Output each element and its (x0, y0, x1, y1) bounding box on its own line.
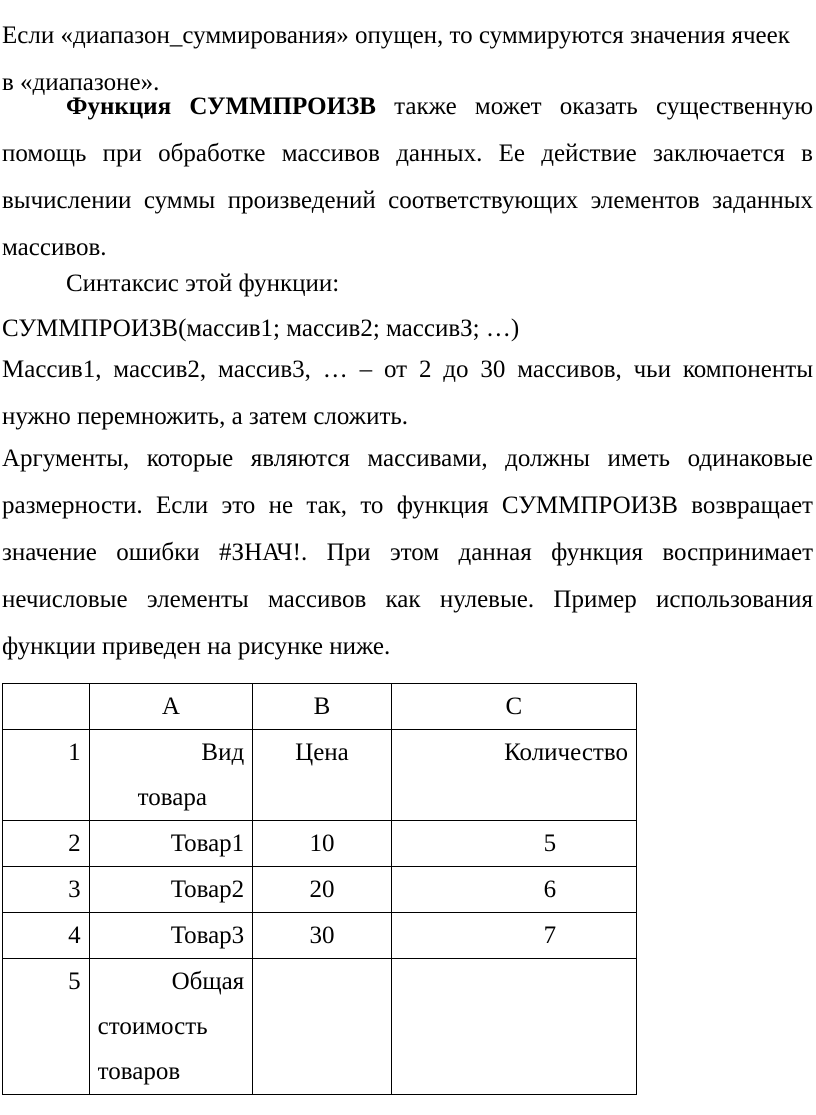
cell-a5-line1: Общая (171, 968, 245, 995)
cell-b5 (253, 959, 392, 1095)
paragraph-sumproduct-intro-text: также может оказать существенную помощь при обработке массивов данных. Ее действие заключается в вычислении суммы произведений соответствующих элементов заданных массивов. (2, 93, 814, 261)
cell-a5 (89, 959, 253, 1095)
cell-b3: 20 (253, 867, 392, 913)
table-row (3, 959, 637, 1095)
cell-a1-line1: Вид (201, 739, 245, 766)
cell-a1-line2: товара (137, 784, 207, 811)
header-cell-a: A (89, 684, 253, 730)
cell-c4: 7 (391, 913, 636, 959)
table-row (3, 913, 637, 959)
row-number-cell: 4 (3, 913, 90, 959)
row-number-cell: 1 (3, 730, 90, 821)
cell-c3: 6 (391, 867, 636, 913)
table-row (3, 730, 637, 821)
header-cell-b: B (253, 684, 392, 730)
cell-b1: Цена (253, 730, 392, 821)
header-cell-corner (3, 684, 90, 730)
cell-a3: Товар2 (89, 867, 253, 913)
row-number-cell: 5 (3, 959, 90, 1095)
row-number-cell: 3 (3, 867, 90, 913)
paragraph-sumproduct-intro (2, 83, 813, 271)
cell-a5-line2: стоимость (97, 1013, 208, 1040)
cell-c1: Количество (391, 730, 636, 821)
cell-c5 (391, 959, 636, 1095)
cell-b2: 10 (253, 821, 392, 867)
example-spreadsheet-table (2, 683, 637, 1095)
table-header-row (3, 684, 637, 730)
cell-c2: 5 (391, 821, 636, 867)
function-name-bold: Функция СУММПРОИЗВ (66, 93, 376, 120)
row-number-cell: 2 (3, 821, 90, 867)
paragraph-sumif-note-line2: в «диапазоне». (2, 69, 160, 96)
paragraph-sumif-note-line1: Если «диапазон_суммирования» опущен, то суммируются значения ячеек (2, 22, 790, 49)
table-row (3, 821, 637, 867)
table-row (3, 867, 637, 913)
cell-a5-line3: товаров (97, 1058, 181, 1085)
syntax-heading: Синтаксис этой функции: (66, 270, 340, 297)
cell-a4: Товар3 (89, 913, 253, 959)
header-cell-c: C (391, 684, 636, 730)
cell-a1 (89, 730, 253, 821)
syntax-formula: СУММПРОИЗВ(массив1; массив2; массивЗ; …) (2, 315, 520, 342)
paragraph-array-dimensions: Аргументы, которые являются массивами, должны иметь одинаковые размерности. Если это не так, то функция СУММПРОИЗВ возвращает значение ошибки #ЗНАЧ!. При этом данная функция воспринимает нечисловые элементы массивов как нулевые. Пример использования функции приведен на рисунке ниже. (2, 445, 813, 660)
paragraph-arguments-description: Массив1, массив2, массив3, … – от 2 до 30 массивов, чьи компоненты нужно перемножить, а затем сложить. (2, 356, 813, 430)
cell-b4: 30 (253, 913, 392, 959)
cell-a2: Товар1 (89, 821, 253, 867)
